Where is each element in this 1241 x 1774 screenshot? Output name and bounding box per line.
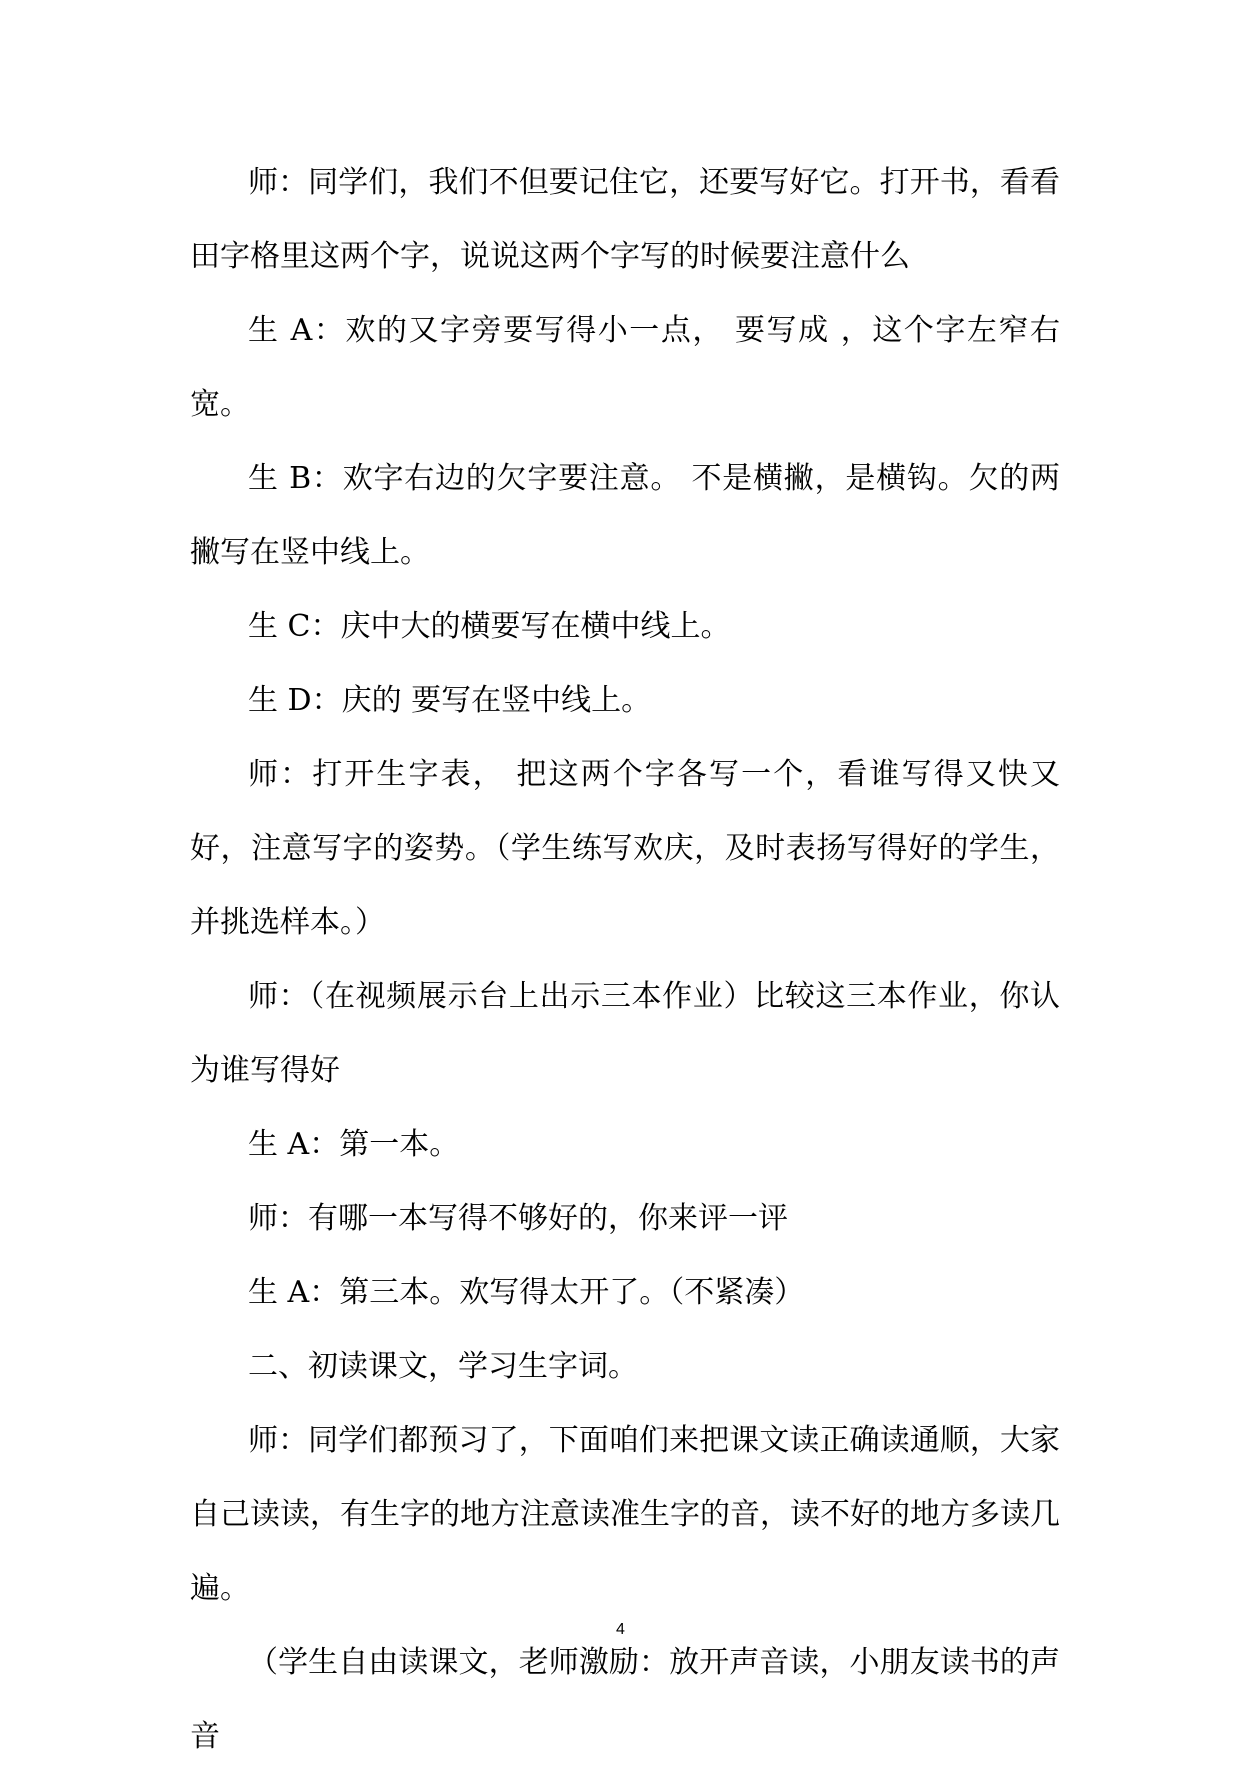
paragraph: 生 A：第一本。 xyxy=(248,1127,460,1162)
paragraph: 师：同学们都预习了，下面咱们来把课文读正确读通顺，大家自己读读，有生字的地方注意读准生字的音，读不好的地方多读几遍。 xyxy=(190,1423,1060,1606)
paragraph: 生 A：欢的又字旁要写得小一点， 要写成 ，这个字左窄右宽。 xyxy=(190,313,1060,422)
paragraph: 师：打开生字表， 把这两个字各写一个，看谁写得又快又好，注意写字的姿势。（学生练写欢庆，及时表扬写得好的学生，并挑选样本。） xyxy=(190,757,1060,940)
paragraph: 生 C：庆中大的横要写在横中线上。 xyxy=(248,609,731,644)
paragraph: （学生自由读课文，老师激励：放开声音读，小朋友读书的声音 xyxy=(190,1645,1060,1754)
paragraph: 生 A：第三本。欢写得太开了。（不紧凑） xyxy=(248,1275,805,1310)
paragraph: 师：（在视频展示台上出示三本作业）比较这三本作业，你认为谁写得好 xyxy=(190,979,1060,1088)
paragraph: 生 B：欢字右边的欠字要注意。 不是横撇，是横钩。欠的两撇写在竖中线上。 xyxy=(190,461,1060,570)
paragraph: 师：同学们，我们不但要记住它，还要写好它。打开书，看看田字格里这两个字，说说这两个字写的时候要注意什么 xyxy=(190,165,1060,274)
page-number: 4 xyxy=(616,1621,625,1638)
paragraph: 师：有哪一本写得不够好的，你来评一评 xyxy=(248,1201,788,1236)
paragraph: 生 D：庆的 要写在竖中线上。 xyxy=(248,683,652,718)
section-heading: 二、初读课文，学习生字词。 xyxy=(248,1349,638,1384)
document-body xyxy=(190,146,1060,1774)
